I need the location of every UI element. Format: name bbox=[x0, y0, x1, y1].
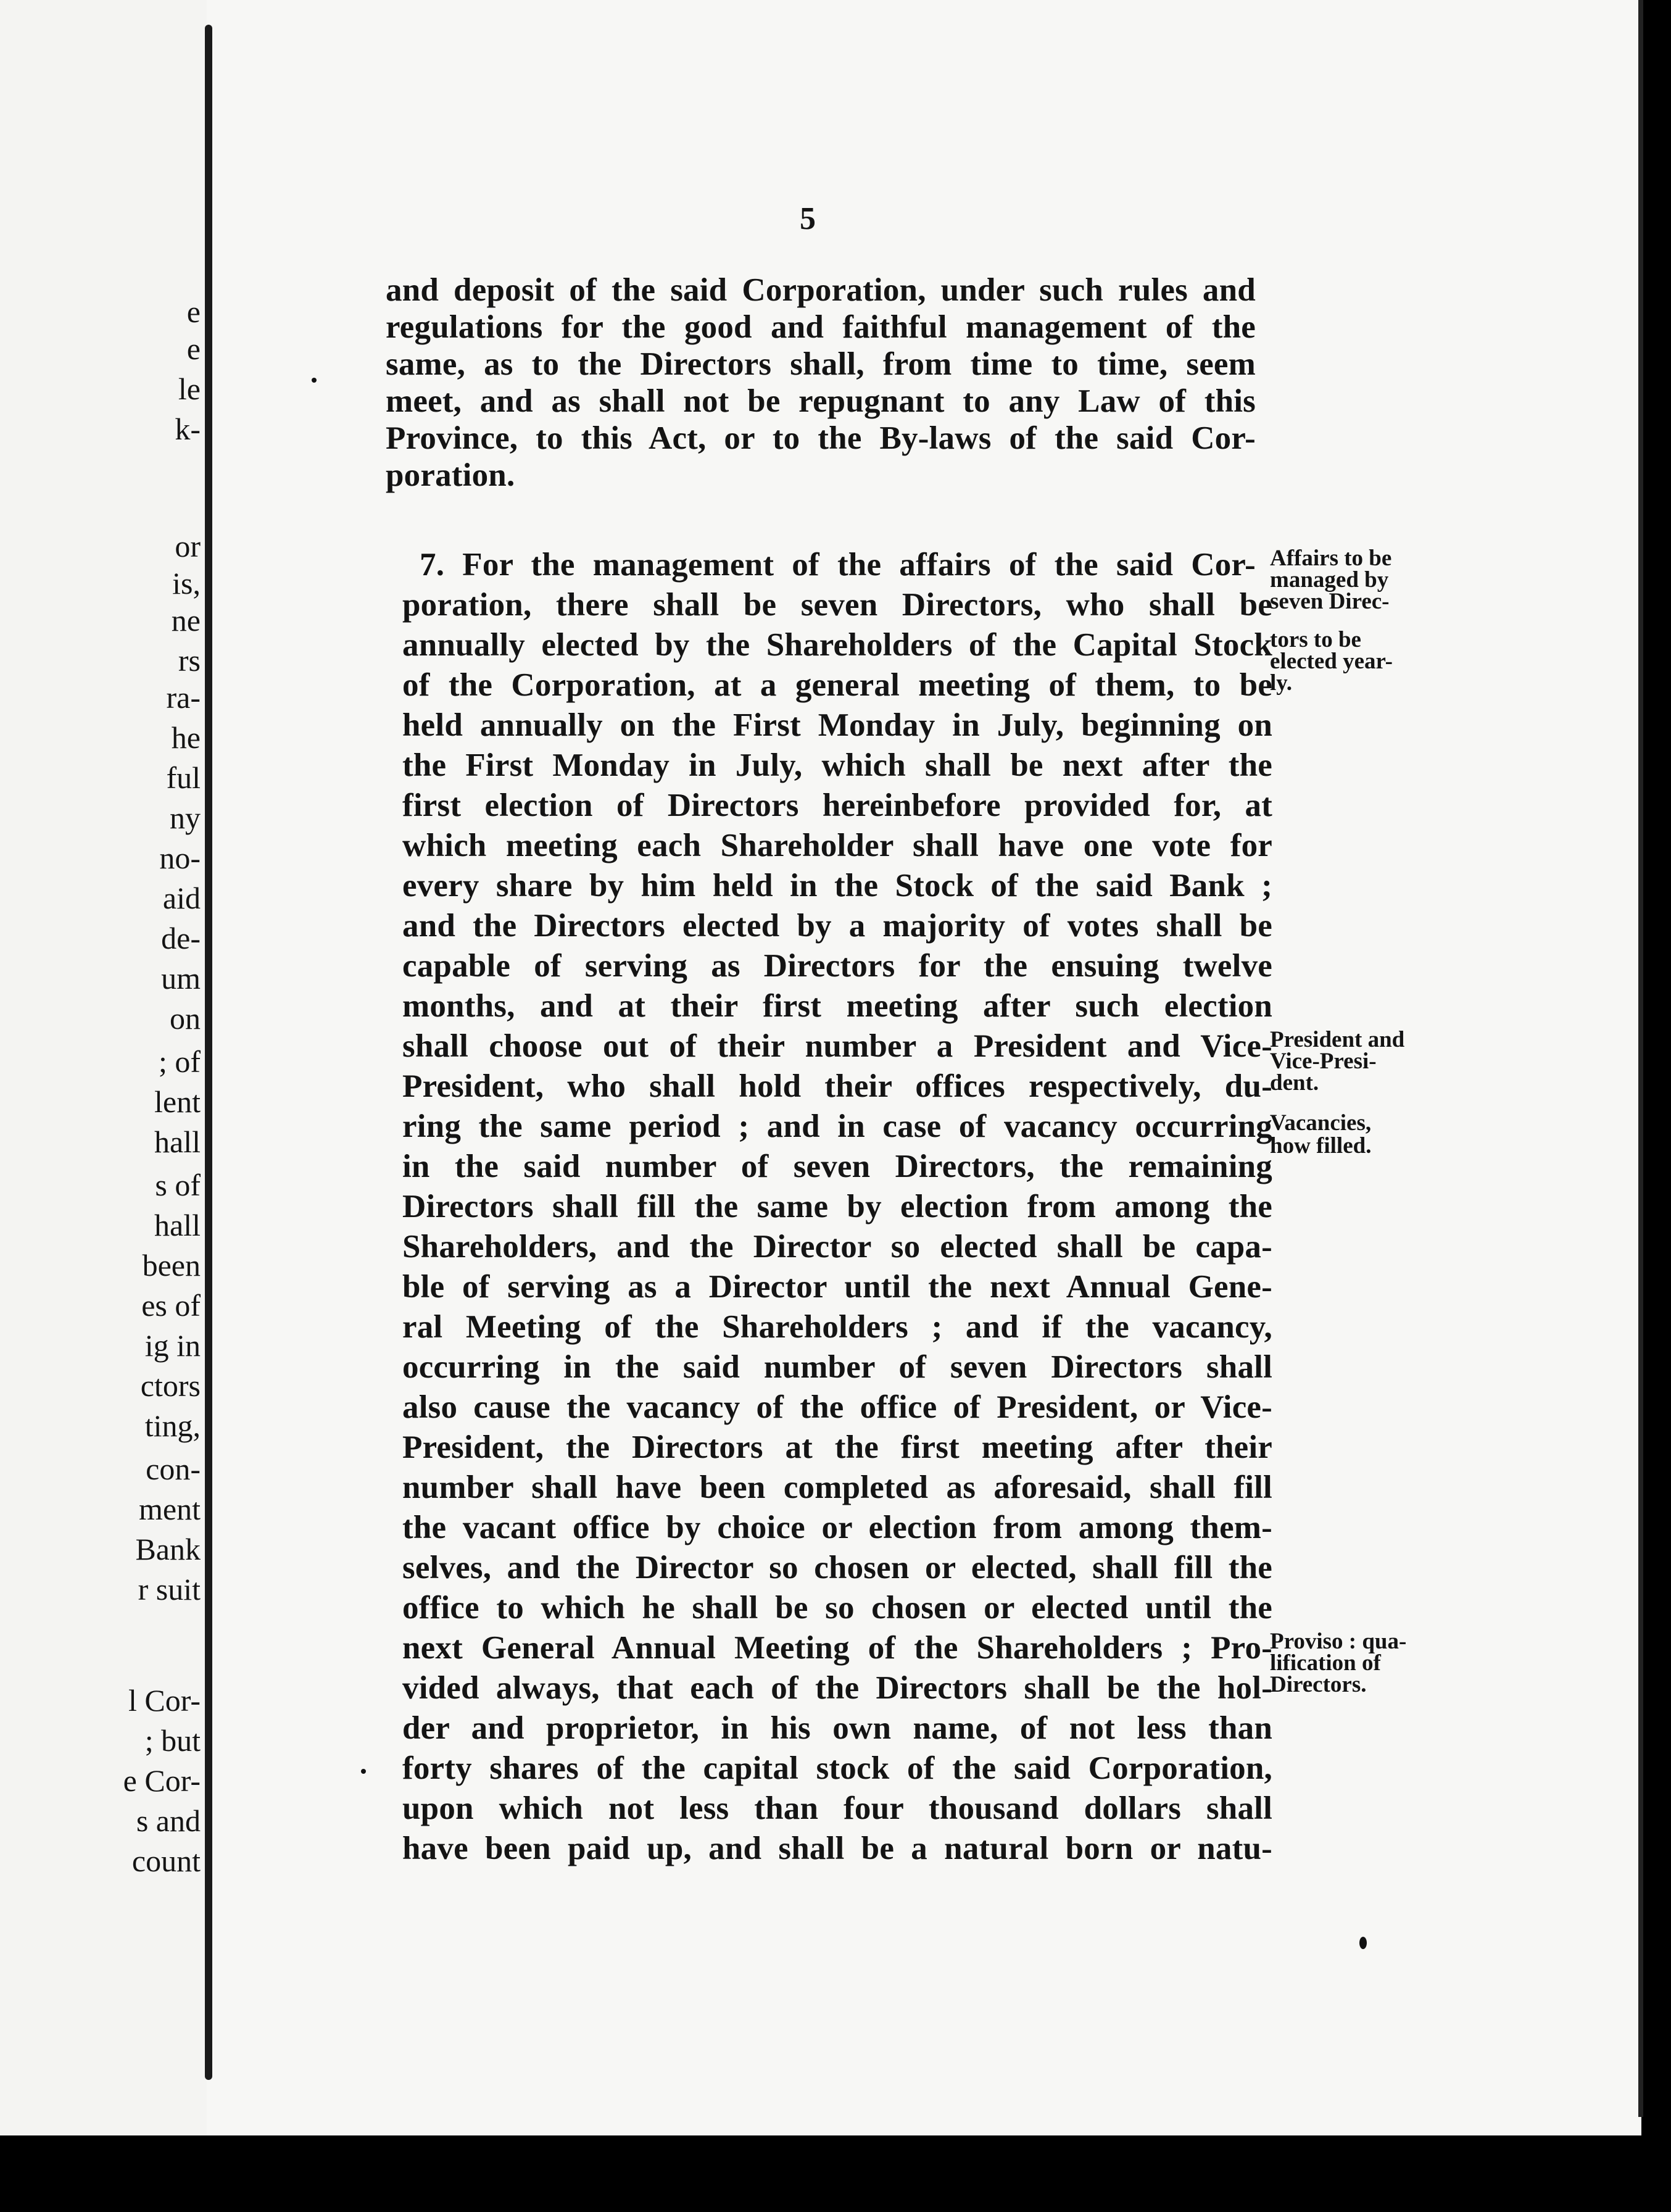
body-text-line: annually elected by the Shareholders of the Capital Stock bbox=[402, 627, 1272, 663]
facing-page-fragment: ; of bbox=[158, 1044, 201, 1079]
facing-page-fragment: on bbox=[170, 1001, 201, 1036]
body-text-line: selves, and the Director so chosen or elected, shall fill the bbox=[402, 1550, 1272, 1586]
body-text-line: capable of serving as Directors for the ensuing twelve bbox=[402, 948, 1272, 984]
facing-page-fragment: count bbox=[131, 1844, 201, 1878]
facing-page-fragment: is, bbox=[172, 566, 201, 601]
body-text-line: office to which he shall be so chosen or elected until the bbox=[402, 1590, 1272, 1626]
facing-page-fragment: lent bbox=[154, 1084, 201, 1119]
body-text-line: ble of serving as a Director until the next Annual Gene- bbox=[402, 1269, 1272, 1305]
margin-note-line: seven Direc- bbox=[1270, 589, 1390, 614]
body-text-line: have been paid up, and shall be a natural born or natu- bbox=[402, 1831, 1272, 1866]
body-text-line: occurring in the said number of seven Directors shall bbox=[402, 1349, 1272, 1385]
facing-page-fragment: hall bbox=[154, 1208, 201, 1242]
body-text-line: in the said number of seven Directors, the remaining bbox=[402, 1149, 1272, 1184]
body-text-line: President, the Directors at the first meeting after their bbox=[402, 1429, 1272, 1465]
body-text-line: and the Directors elected by a majority of votes shall be bbox=[402, 908, 1272, 944]
facing-page-fragment: been bbox=[142, 1248, 201, 1283]
margin-note-line: Vacancies, bbox=[1270, 1110, 1372, 1136]
facing-page-fragment: ig in bbox=[144, 1328, 201, 1363]
facing-page-fragment: aid bbox=[162, 881, 201, 915]
facing-page-fragment: ful bbox=[166, 760, 201, 795]
body-text-line: the vacant office by choice or election from among them- bbox=[402, 1510, 1272, 1545]
body-text-line: and deposit of the said Corporation, under such rules and bbox=[386, 272, 1256, 308]
body-text-line: poration, there shall be seven Directors, who shall be bbox=[402, 587, 1272, 623]
body-text-line: meet, and as shall not be repugnant to any Law of this bbox=[386, 383, 1256, 419]
margin-note-line: tors to be bbox=[1270, 627, 1361, 652]
page-edge-shadow bbox=[1638, 0, 1643, 2117]
body-text-line: der and proprietor, in his own name, of not less than bbox=[402, 1710, 1272, 1746]
body-text-line: same, as to the Directors shall, from time to time, seem bbox=[386, 346, 1256, 382]
body-text-line: upon which not less than four thousand dollars shall bbox=[402, 1790, 1272, 1826]
facing-page-fragment: l Cor- bbox=[128, 1683, 201, 1718]
body-text-line: President, who shall hold their offices respectively, du- bbox=[402, 1068, 1272, 1104]
facing-page-fragment: hall bbox=[154, 1125, 201, 1159]
facing-page-fragment: um bbox=[161, 961, 201, 996]
facing-page-fragment: ; but bbox=[144, 1723, 201, 1758]
facing-page-fragment: ment bbox=[139, 1492, 201, 1526]
body-text-line: shall choose out of their number a President and Vice- bbox=[402, 1028, 1272, 1064]
book-binding-gutter bbox=[205, 25, 212, 2080]
body-text-line: Shareholders, and the Director so elected shall be capa- bbox=[402, 1229, 1272, 1265]
margin-note-line: how filled. bbox=[1270, 1133, 1372, 1158]
facing-page-fragment: con- bbox=[146, 1452, 201, 1486]
body-text-line: Province, to this Act, or to the By-laws of the said Cor- bbox=[386, 420, 1256, 456]
margin-note-line: lification of bbox=[1270, 1650, 1381, 1676]
ink-speck bbox=[361, 1769, 366, 1774]
facing-page-fragment: s of bbox=[155, 1168, 201, 1202]
body-text-line: number shall have been completed as aforesaid, shall fill bbox=[402, 1470, 1272, 1505]
facing-page-fragment: ting, bbox=[144, 1408, 201, 1443]
margin-note-line: Vice-Presi- bbox=[1270, 1049, 1377, 1074]
margin-note-line: ly. bbox=[1270, 670, 1292, 696]
body-text-line: which meeting each Shareholder shall have one vote for bbox=[402, 828, 1272, 863]
facing-page-fragment: es of bbox=[141, 1288, 201, 1323]
facing-page-fragment: s and bbox=[136, 1803, 201, 1838]
facing-page-edge bbox=[0, 0, 207, 2135]
margin-note-line: elected year- bbox=[1270, 649, 1393, 674]
body-text-line: vided always, that each of the Directors shall be the hol- bbox=[402, 1670, 1272, 1706]
facing-page-fragment: he bbox=[171, 720, 201, 755]
facing-page-fragment: k- bbox=[175, 412, 201, 446]
body-text-line: ring the same period ; and in case of vacancy occurring bbox=[402, 1108, 1272, 1144]
body-text-line: held annually on the First Monday in July, beginning on bbox=[402, 707, 1272, 743]
body-text-line: next General Annual Meeting of the Shareholders ; Pro- bbox=[402, 1630, 1272, 1666]
section-7-first-line: 7. For the management of the affairs of the said Cor- bbox=[420, 547, 1256, 583]
margin-note-line: Affairs to be bbox=[1270, 546, 1392, 571]
margin-note-line: Proviso : qua- bbox=[1270, 1629, 1407, 1654]
margin-note-line: dent. bbox=[1270, 1070, 1319, 1096]
body-text-line: first election of Directors hereinbefore provided for, at bbox=[402, 788, 1272, 823]
facing-page-fragment: le bbox=[178, 372, 201, 406]
body-text-line: ral Meeting of the Shareholders ; and if the vacancy, bbox=[402, 1309, 1272, 1345]
facing-page-fragment: rs bbox=[178, 643, 201, 678]
body-text-line: of the Corporation, at a general meeting of them, to be bbox=[402, 667, 1272, 703]
facing-page-fragment: ne bbox=[171, 603, 201, 638]
body-text-line: also cause the vacancy of the office of President, or Vice- bbox=[402, 1389, 1272, 1425]
body-text-line: forty shares of the capital stock of the said Corporation, bbox=[402, 1750, 1272, 1786]
page-number: 5 bbox=[800, 201, 816, 236]
facing-page-fragment: e bbox=[186, 294, 201, 329]
facing-page-fragment: ny bbox=[170, 800, 201, 835]
margin-note-line: President and bbox=[1270, 1027, 1405, 1052]
margin-note-line: managed by bbox=[1270, 567, 1389, 592]
body-text-line: regulations for the good and faithful management of the bbox=[386, 309, 1256, 345]
facing-page-fragment: r suit bbox=[138, 1572, 201, 1607]
body-text-line: poration. bbox=[386, 457, 515, 493]
body-text-line: the First Monday in July, which shall be next after the bbox=[402, 747, 1272, 783]
facing-page-fragment: ctors bbox=[140, 1368, 201, 1403]
facing-page-fragment: e Cor- bbox=[123, 1763, 201, 1798]
facing-page-fragment: or bbox=[175, 529, 201, 563]
body-text-line: every share by him held in the Stock of the said Bank ; bbox=[402, 868, 1272, 904]
facing-page-fragment: Bank bbox=[135, 1532, 201, 1566]
body-text-line: months, and at their first meeting after such election bbox=[402, 988, 1272, 1024]
margin-note-line: Directors. bbox=[1270, 1672, 1367, 1697]
ink-speck bbox=[312, 378, 317, 383]
facing-page-fragment: de- bbox=[161, 921, 201, 955]
body-text-line: Directors shall fill the same by election from among the bbox=[402, 1189, 1272, 1224]
facing-page-fragment: no- bbox=[159, 841, 201, 875]
facing-page-fragment: ra- bbox=[166, 680, 201, 715]
ink-speck bbox=[1359, 1937, 1367, 1949]
facing-page-fragment: e bbox=[186, 331, 201, 366]
